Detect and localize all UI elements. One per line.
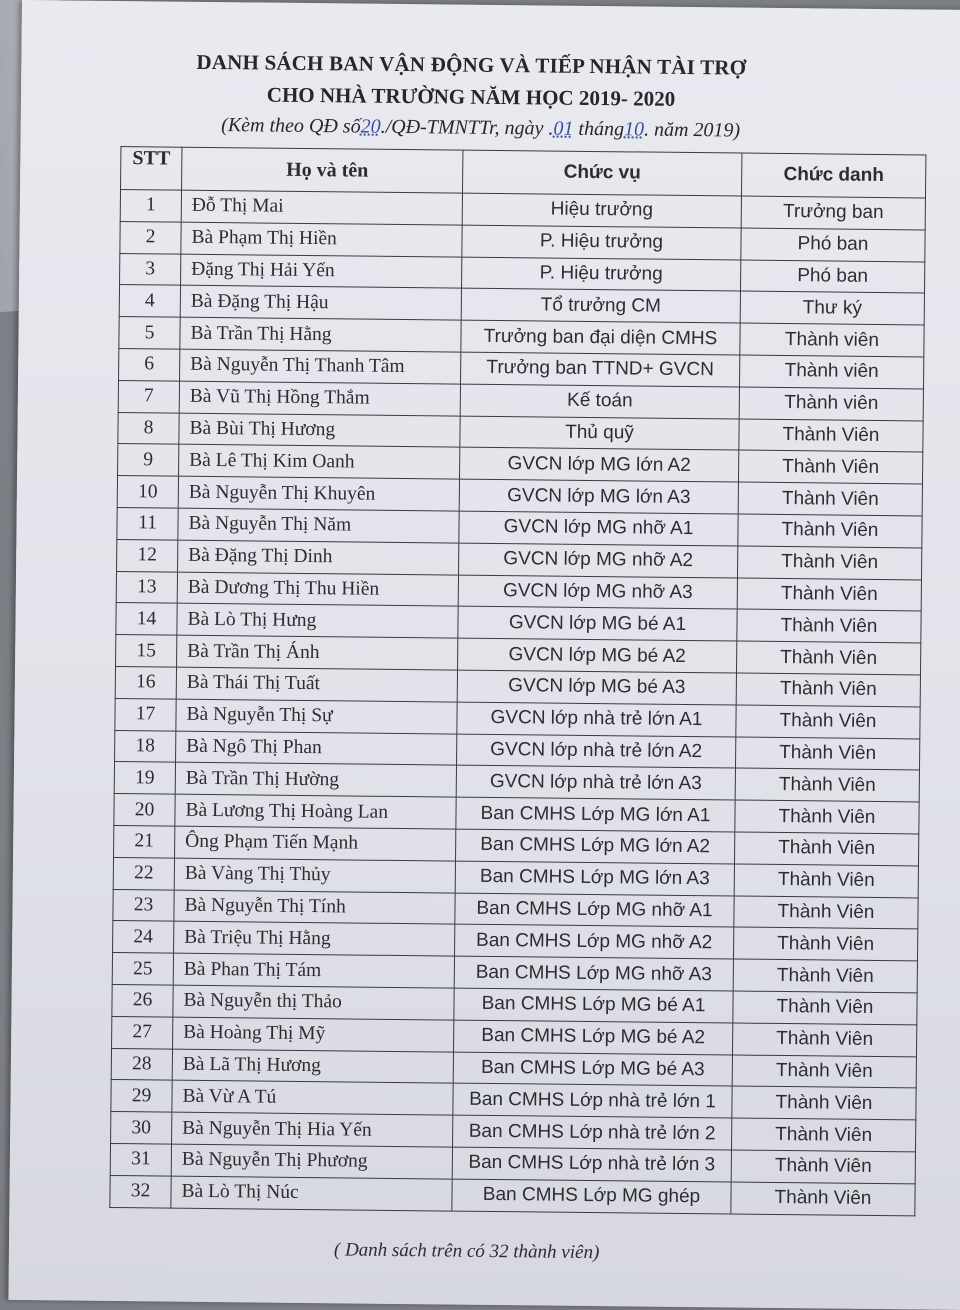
cell-role: P. Hiệu trưởng <box>462 225 741 260</box>
handwritten-decision-number: 20 <box>360 115 381 138</box>
subtitle-part-a: (Kèm theo QĐ số <box>221 114 361 138</box>
cell-title: Thành Viên <box>739 419 923 453</box>
cell-name: Bà Đặng Thị Hậu <box>180 286 461 321</box>
cell-role: GVCN lớp MG nhỡ A2 <box>459 543 738 578</box>
cell-stt: 32 <box>110 1175 171 1207</box>
table-body <box>110 190 926 1216</box>
cell-name: Bà Lò Thị Núc <box>171 1176 452 1211</box>
cell-stt: 18 <box>115 730 176 762</box>
cell-stt: 9 <box>118 444 179 476</box>
cell-stt: 3 <box>120 253 181 285</box>
cell-role: GVCN lớp MG lớn A3 <box>459 479 738 514</box>
cell-name: Bà Nguyễn thị Thảo <box>173 985 454 1020</box>
cell-name: Bà Vàng Thị Thủy <box>174 858 455 893</box>
cell-role: GVCN lớp MG nhỡ A1 <box>459 511 738 546</box>
subtitle-part-d: . năm 2019) <box>643 118 741 142</box>
cell-name: Bà Bùi Thị Hương <box>179 413 460 448</box>
cell-name: Bà Ngô Thị Phan <box>176 731 457 766</box>
cell-stt: 26 <box>112 984 173 1016</box>
cell-name: Bà Nguyễn Thị Thanh Tâm <box>180 349 461 384</box>
cell-role: Ban CMHS Lớp MG bé A2 <box>454 1020 733 1055</box>
cell-name: Bà Trần Thị Hằng <box>180 317 461 352</box>
cell-title: Thành Viên <box>733 927 917 961</box>
cell-stt: 30 <box>111 1112 172 1144</box>
cell-title: Thành Viên <box>734 832 918 866</box>
cell-role: Hiệu trưởng <box>462 193 741 228</box>
cell-stt: 23 <box>113 889 174 921</box>
cell-stt: 13 <box>116 571 177 603</box>
cell-name: Bà Dương Thị Thu Hiền <box>177 572 458 607</box>
cell-name: Bà Nguyễn Thị Khuyên <box>178 476 459 511</box>
cell-title: Thành Viên <box>736 673 920 707</box>
cell-title: Thành Viên <box>731 1182 915 1216</box>
cell-name: Bà Hoàng Thị Mỹ <box>173 1017 454 1052</box>
cell-name: Bà Vũ Thị Hồng Thắm <box>179 381 460 416</box>
cell-name: Đặng Thị Hải Yến <box>181 254 462 289</box>
cell-role: GVCN lớp nhà trẻ lớn A1 <box>457 702 736 737</box>
cell-title: Thành Viên <box>734 864 918 898</box>
cell-role: Trưởng ban đại diện CMHS <box>461 320 740 355</box>
cell-stt: 31 <box>110 1143 171 1175</box>
cell-role: Ban CMHS Lớp MG nhỡ A3 <box>454 956 733 991</box>
cell-stt: 24 <box>113 921 174 953</box>
cell-name: Bà Trần Thị Hường <box>175 762 456 797</box>
cell-stt: 15 <box>116 635 177 667</box>
cell-stt: 19 <box>114 762 175 794</box>
column-header-title: Chức danh <box>741 153 925 198</box>
cell-title: Thành Viên <box>733 991 917 1025</box>
handwritten-day: 01 <box>553 117 574 140</box>
cell-name: Ông Phạm Tiến Mạnh <box>175 826 456 861</box>
cell-role: Thủ quỹ <box>460 416 739 451</box>
cell-name: Bà Phạm Thị Hiền <box>181 222 462 257</box>
column-header-name: Họ và tên <box>182 147 463 193</box>
cell-stt: 14 <box>116 603 177 635</box>
column-header-role: Chức vụ <box>463 150 742 196</box>
subtitle-part-c: tháng <box>573 117 625 141</box>
cell-stt: 25 <box>112 953 173 985</box>
cell-stt: 1 <box>120 190 181 222</box>
cell-role: GVCN lớp nhà trẻ lớn A3 <box>456 765 735 800</box>
cell-title: Thành Viên <box>736 641 920 675</box>
cell-role: Ban CMHS Lớp MG lớn A1 <box>456 797 735 832</box>
cell-title: Thành Viên <box>735 768 919 802</box>
cell-title: Thành Viên <box>737 578 921 612</box>
cell-role: GVCN lớp nhà trẻ lớn A2 <box>457 734 736 769</box>
cell-title: Thành Viên <box>732 1055 916 1089</box>
cell-title: Thành Viên <box>737 609 921 643</box>
cell-stt: 22 <box>113 857 174 889</box>
cell-title: Thành Viên <box>737 546 921 580</box>
cell-role: Kế toán <box>460 384 739 419</box>
cell-stt: 21 <box>114 825 175 857</box>
cell-role: Trưởng ban TTND+ GVCN <box>461 352 740 387</box>
cell-title: Thành Viên <box>735 737 919 771</box>
cell-name: Bà Nguyễn Thị Phương <box>171 1144 452 1179</box>
cell-role: Ban CMHS Lớp MG ghép <box>452 1179 731 1214</box>
cell-title: Thành Viên <box>734 896 918 930</box>
cell-stt: 2 <box>120 221 181 253</box>
subtitle-part-b: ./QĐ-TMNTTr, ngày . <box>380 115 554 140</box>
column-header-stt: STT <box>121 147 182 191</box>
cell-name: Bà Lò Thị Hưng <box>177 604 458 639</box>
cell-role: Ban CMHS Lớp MG nhỡ A1 <box>455 893 734 928</box>
cell-stt: 12 <box>117 539 178 571</box>
cell-name: Bà Lê Thị Kim Oanh <box>179 445 460 480</box>
cell-role: Ban CMHS Lớp MG bé A1 <box>454 988 733 1023</box>
cell-role: Ban CMHS Lớp MG lớn A3 <box>455 861 734 896</box>
cell-name: Bà Nguyễn Thị Sự <box>176 699 457 734</box>
cell-stt: 7 <box>118 380 179 412</box>
cell-stt: 8 <box>118 412 179 444</box>
footer-note: ( Danh sách trên có 32 thành viên) <box>333 1239 600 1264</box>
cell-stt: 28 <box>111 1048 172 1080</box>
cell-stt: 6 <box>119 349 180 381</box>
cell-title: Thành Viên <box>733 959 917 993</box>
cell-name: Bà Nguyễn Thị Hia Yến <box>172 1112 453 1147</box>
cell-role: P. Hiệu trưởng <box>462 257 741 292</box>
cell-name: Bà Phan Thị Tám <box>173 953 454 988</box>
cell-role: GVCN lớp MG bé A2 <box>458 638 737 673</box>
cell-stt: 10 <box>117 476 178 508</box>
handwritten-month: 10 <box>623 118 645 141</box>
cell-role: GVCN lớp MG lớn A2 <box>460 447 739 482</box>
cell-role: Ban CMHS Lớp nhà trẻ lớn 3 <box>452 1147 731 1182</box>
cell-title: Phó ban <box>741 228 925 262</box>
cell-stt: 20 <box>114 794 175 826</box>
document-page <box>8 0 960 1310</box>
cell-stt: 29 <box>111 1080 172 1112</box>
cell-title: Phó ban <box>740 260 924 294</box>
cell-role: Ban CMHS Lớp nhà trẻ lớn 1 <box>453 1083 732 1118</box>
cell-role: Ban CMHS Lớp nhà trẻ lớn 2 <box>453 1115 732 1150</box>
cell-name: Bà Lương Thị Hoàng Lan <box>175 794 456 829</box>
cell-name: Đỗ Thị Mai <box>181 190 462 225</box>
cell-name: Bà Đặng Thị Dinh <box>178 540 459 575</box>
cell-title: Thành Viên <box>731 1150 915 1184</box>
cell-role: GVCN lớp MG bé A1 <box>458 606 737 641</box>
cell-role: GVCN lớp MG nhỡ A3 <box>458 575 737 610</box>
cell-title: Thành Viên <box>738 450 922 484</box>
cell-title: Thành Viên <box>738 482 922 516</box>
cell-title: Thành Viên <box>736 705 920 739</box>
cell-role: Tổ trưởng CM <box>461 289 740 324</box>
cell-title: Thành viên <box>739 355 923 389</box>
cell-name: Bà Thái Thị Tuất <box>176 667 457 702</box>
document-title-line2: CHO NHÀ TRƯỜNG NĂM HỌC 2019- 2020 <box>266 82 676 111</box>
cell-name: Bà Nguyễn Thị Năm <box>178 508 459 543</box>
cell-title: Thành Viên <box>738 514 922 548</box>
cell-stt: 5 <box>119 317 180 349</box>
cell-title: Thành Viên <box>732 1086 916 1120</box>
document-title-line1: DANH SÁCH BAN VẬN ĐỘNG VÀ TIẾP NHẬN TÀI TRỢ <box>196 49 747 80</box>
cell-title: Thành Viên <box>735 800 919 834</box>
cell-title: Thành viên <box>740 323 924 357</box>
cell-name: Bà Lã Thị Hương <box>172 1049 453 1084</box>
cell-stt: 4 <box>119 285 180 317</box>
cell-role: Ban CMHS Lớp MG nhỡ A2 <box>455 924 734 959</box>
cell-title: Thành Viên <box>731 1118 915 1152</box>
cell-role: GVCN lớp MG bé A3 <box>457 670 736 705</box>
cell-title: Thành viên <box>739 387 923 421</box>
cell-stt: 27 <box>112 1016 173 1048</box>
cell-stt: 11 <box>117 507 178 539</box>
cell-stt: 17 <box>115 698 176 730</box>
cell-title: Thư ký <box>740 291 924 325</box>
cell-title: Trưởng ban <box>741 196 925 230</box>
cell-name: Bà Vừ A Tú <box>172 1080 453 1115</box>
members-table <box>109 146 926 1216</box>
cell-role: Ban CMHS Lớp MG lớn A2 <box>456 829 735 864</box>
cell-name: Bà Triệu Thị Hằng <box>174 921 455 956</box>
cell-stt: 16 <box>115 666 176 698</box>
cell-name: Bà Nguyễn Thị Tính <box>174 890 455 925</box>
cell-title: Thành Viên <box>732 1023 916 1057</box>
document-subtitle <box>1 112 960 145</box>
cell-role: Ban CMHS Lớp MG bé A3 <box>453 1052 732 1087</box>
cell-name: Bà Trần Thị Ánh <box>177 635 458 670</box>
